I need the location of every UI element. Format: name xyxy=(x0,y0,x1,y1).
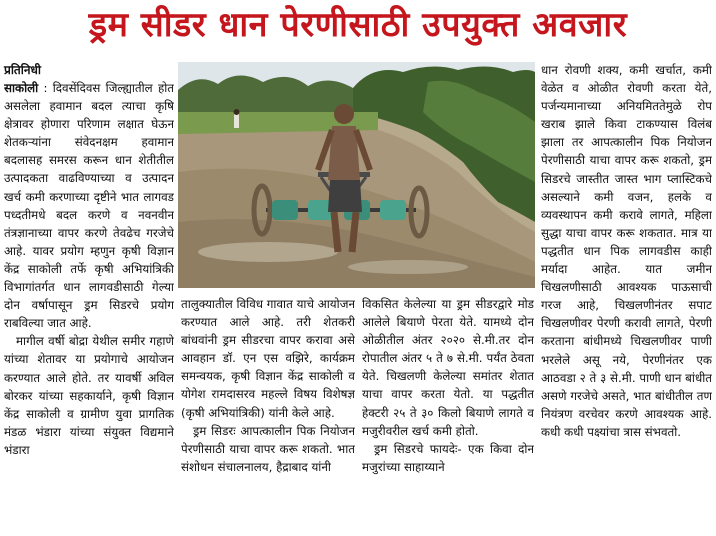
dateline: साकोली xyxy=(4,81,39,95)
col3-para-2: ड्रम सिडरचे फायदेः- एक किवा दोन मजुरांच्या साहाय्याने xyxy=(362,441,534,474)
article-column-4 xyxy=(541,61,712,531)
byline: प्रतिनिधी xyxy=(4,63,42,77)
headline: ड्रम सीडर धान पेरणीसाठी उपयुक्त अवजार xyxy=(88,5,628,45)
col1-para-1: दिवसेंदिवस जिल्ह्यातील होत असलेला हवामान बदल त्याचा कृषि क्षेत्रावर होणारा परिणाम लक्षात घेऊन शेतकऱ्यांना संवेदनक्षम हवामान बदलासह समरस करून धान शेतीतील उत्पादकता वाढविण्याच्या व उत्पादन खर्च कमी करणाच्या दृष्टीने भात लागवड पध्दतीमधे बदल करणे व नवनवीन तंत्रज्ञानाच्या वापर करणे तेवढेच गरजेचे आहे. यावर प्रयोग म्हणुन कृषी विज्ञान केंद्र साकोली तर्फे कृषी अभियांत्रिकी विभागांतर्गत धान लागवडीसाठी गेल्या दोन वर्षापासून ड्रम सिडरचे प्रयोग राबविल्या जात आहे. xyxy=(4,81,174,331)
col1-para-2: मागील वर्षी बोद्रा येथील समीर गहाणे यांच्या शेतावर या प्रयोगाचे आयोजन करण्यात आले होते. तर यावर्षी अविल बोरकर यांच्या सहकार्याने, कृषी विज्ञान केंद्र साकोली व ग्रामीण युवा प्रागतिक मंडळ भंडारा यांच्या संयुक्त विद्यमाने भंडारा xyxy=(4,334,174,457)
article-column-3 xyxy=(362,295,534,531)
byline-block xyxy=(4,61,174,79)
col3-para-1: विकसित केलेल्या या ड्रम सीडरद्वारे मोड आलेले बियाणे पेरता येते. यामध्ये दोन ओळीतील अंतर २०२० से.मी.तर दोन रोपातील अंतर ५ ते ७ से.मी. पर्यंत ठेवता येते. चिखलणी केलेल्या समांतर शेतात याचा वापर करता येतो. या पद्धतीत हेक्टरी २५ ते ३० किलो बियाणे लागते व मजुरीवरील खर्च कमी होतो. xyxy=(362,297,534,438)
drum-seeder-photo xyxy=(178,62,535,288)
col4-para-1: धान रोवणी शक्य, कमी खर्चात, कमी वेळेत व ओळीत रोवणी करता येते, पर्जन्यमानाच्या अनियमिततेमुळे रोप खराब झाले किवा टाकण्यास विलंब झाला तर आपत्कालीन पिक नियोजन पेरणीसाठी याचा वापर करू शकतो, ड्रम सिडरचे जास्तीत जास्त भाग प्लास्टिकचे असल्याने कमी वजन, हलके व व्यवस्थापन कमी करावे लागते, महिला सुद्धा याचा वापर करू शकतात. मात्र या पद्धतीत धान पिक लागवडीस काही मर्यादा आहेत. यात जमीन चिखलणीसाठी आवश्यक पाऊसाची गरज आहे, चिखलणीनंतर सपाट चिखलणीवर पेरणी करावी लागते, पेरणी करताना बांधीमध्ये चिखलणीवर पाणी भरलेले असू नये, पेरणीनंतर एक आठवडा २ ते ३ से.मी. पाणी धान बांधीत असणे गरजेचे असते, भात बांधीतील तण नियंत्रण वरचेवर करणे आवश्यक आहे. कधी कधी पक्ष्यांचा त्रास संभवतो. xyxy=(541,63,712,439)
col2-para-2: ड्रम सिडरः आपत्कालीन पिक नियोजन पेरणीसाठी याचा वापर करू शकतो. भात संशोधन संचालनालय, हैद्राबाद यांनी xyxy=(181,423,355,474)
article-column-1 xyxy=(4,79,174,531)
col2-para-1: तालुक्यातील विविध गावात याचे आयोजन करण्यात आले आहे. तरी शेतकरी बांधवांनी ड्रम सीडरचा वापर करावा असे आवहान डॉ. एन एस वझिरे, कार्यक्रम समन्वयक, कृषी विज्ञान केंद्र साकोली व योगेश रामदासरव महल्ले विषय विशेषज्ञ (कृषी अभियांत्रिकी) यांनी केले आहे. xyxy=(181,297,355,420)
dateline-separator: : xyxy=(38,81,53,95)
article-column-2 xyxy=(181,295,355,531)
